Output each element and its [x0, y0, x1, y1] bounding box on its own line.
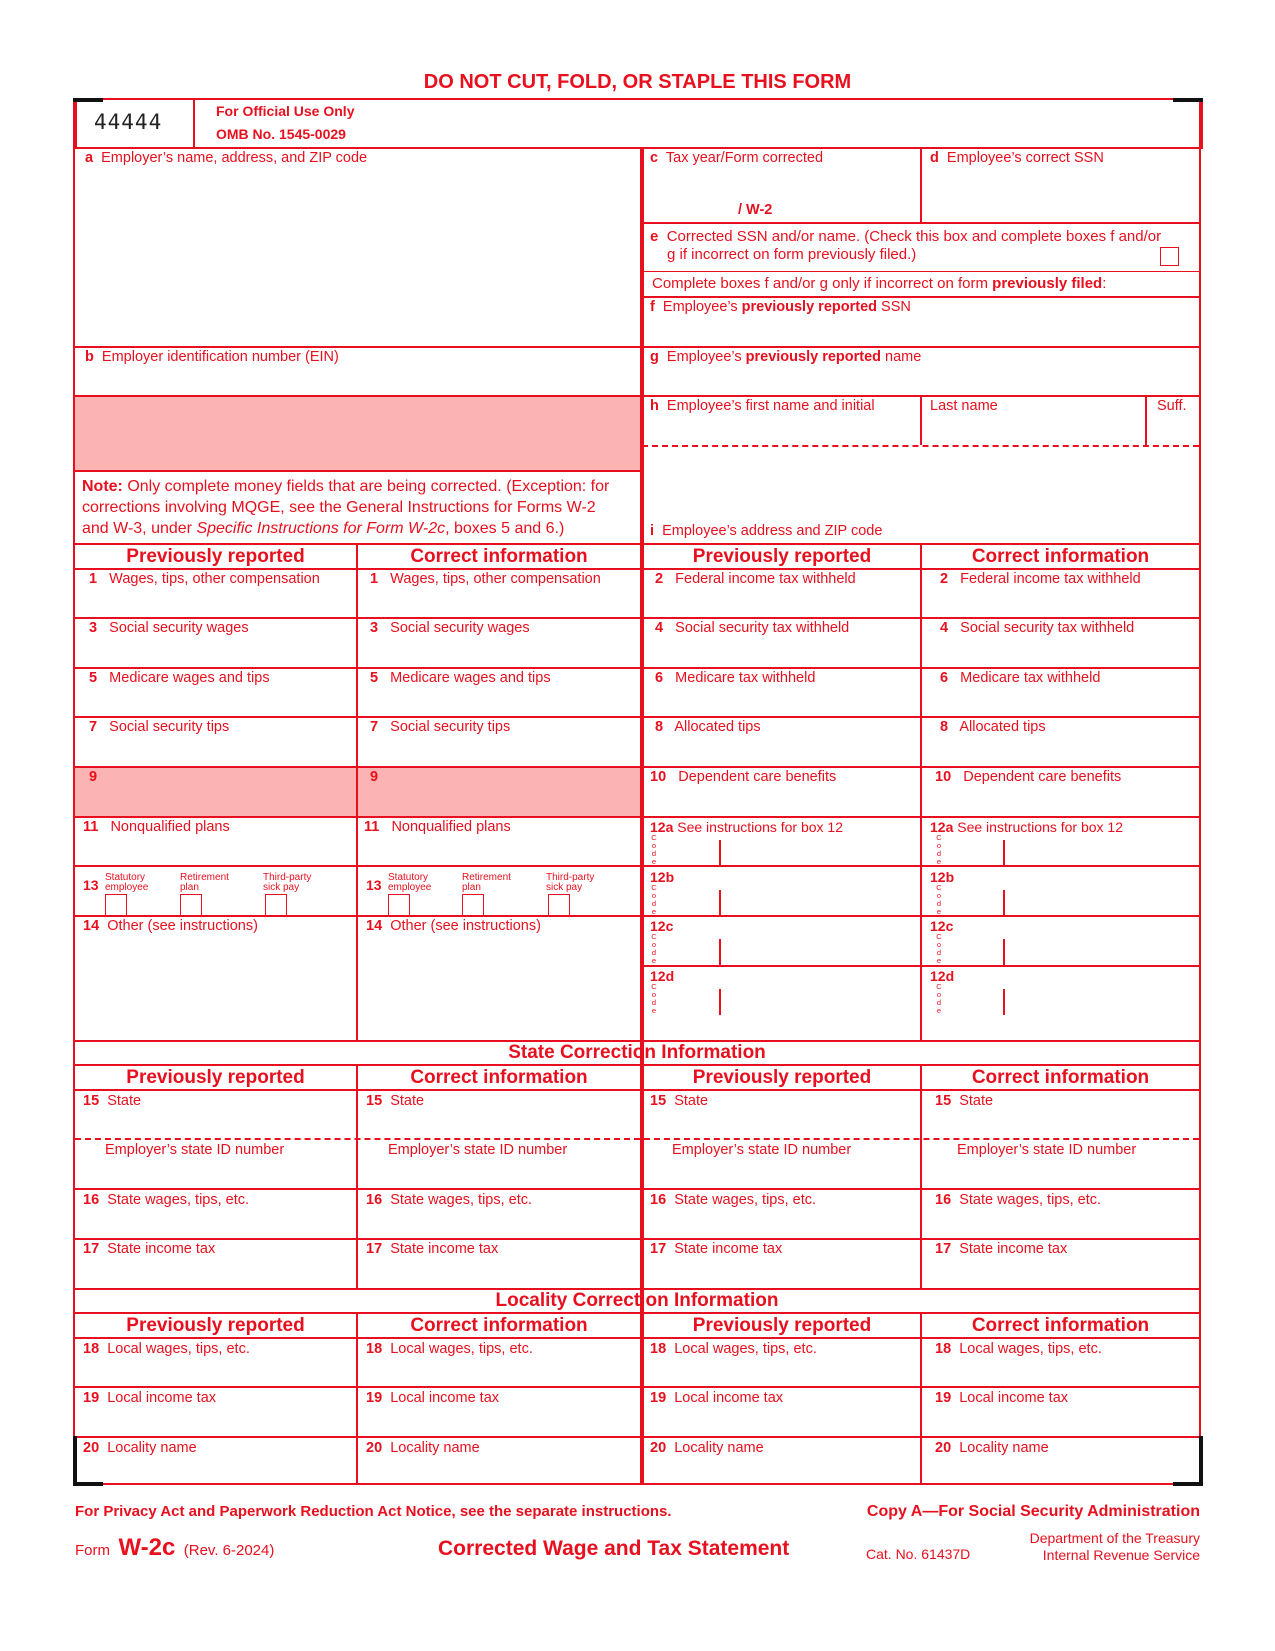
locality-row-18-field-prev-1[interactable] — [79, 1360, 347, 1386]
box-12-code-separator — [1003, 840, 1005, 866]
box-3-correct-field[interactable] — [361, 640, 635, 665]
state-row-15-field-correct-2[interactable] — [931, 1112, 1199, 1138]
box-2-prev-field[interactable] — [646, 590, 916, 615]
box-4-prev-field[interactable] — [646, 640, 916, 665]
box-11-prev-field[interactable] — [78, 838, 352, 863]
state-row-state-id-label-prev-2: Employer’s state ID number — [672, 1142, 852, 1158]
locality-row-18-label-correct-2: 18 Local wages, tips, etc. — [935, 1341, 1102, 1357]
state-row-16-label-prev-1: 16 State wages, tips, etc. — [83, 1192, 250, 1208]
box-12c-amount-field-correct[interactable] — [1009, 939, 1194, 963]
box-12c-prev-label: 12c — [650, 918, 674, 934]
first-name-field[interactable] — [648, 416, 916, 443]
state-row-17-label-correct-1: 17 State income tax — [366, 1241, 499, 1257]
state-row-state-id-label-correct-1: Employer’s state ID number — [388, 1142, 568, 1158]
box-12b-correct-label: 12b — [930, 869, 955, 885]
box-g-label: g Employee’s previously reported name — [650, 349, 922, 365]
locality-header-prev-2: Previously reported — [692, 1315, 872, 1336]
cat-number: Cat. No. 61437D — [866, 1546, 971, 1562]
locality-row-18-field-prev-2[interactable] — [646, 1360, 914, 1386]
locality-row-20-label-correct-2: 20 Locality name — [935, 1440, 1049, 1456]
prev-ssn-field[interactable] — [648, 317, 1196, 344]
box-8-prev-label: 8 Allocated tips — [655, 719, 761, 735]
box-12b-prev-label: 12b — [650, 869, 675, 885]
box-12a-prev-label: 12a See instructions for box 12 — [650, 819, 844, 835]
box-8-prev-field[interactable] — [646, 739, 916, 764]
locality-section-title: Locality Correction Information — [495, 1290, 779, 1311]
box-12-code-separator — [719, 840, 721, 866]
box-12a-code-field-prev[interactable] — [662, 840, 715, 864]
box-12b-code-label-correct: C o d e — [936, 883, 942, 916]
state-row-16-label-correct-1: 16 State wages, tips, etc. — [366, 1192, 533, 1208]
state-header-prev-1: Previously reported — [126, 1067, 305, 1088]
tax-year-field[interactable] — [648, 168, 913, 220]
box-8-correct-field[interactable] — [925, 739, 1195, 764]
col-header-correct-2: Correct information — [971, 546, 1150, 567]
retirement-plan-correct-checkbox[interactable] — [462, 894, 484, 916]
state-header-correct-2: Correct information — [971, 1067, 1150, 1088]
locality-row-19-label-correct-2: 19 Local income tax — [935, 1390, 1069, 1406]
box-14-correct-field[interactable] — [361, 937, 635, 1037]
statutory-correct-label: Statutory employee — [388, 872, 432, 893]
privacy-notice: For Privacy Act and Paperwork Reduction Act Notice, see the separate instructions. — [75, 1503, 672, 1520]
box-12d-prev-label: 12d — [650, 968, 675, 984]
box-12d-code-field-correct[interactable] — [947, 989, 999, 1013]
box-7-prev-label: 7 Social security tips — [89, 719, 230, 735]
last-name-field[interactable] — [925, 416, 1140, 443]
form-code: 44444 — [94, 110, 163, 134]
box-9-prev-label: 9 — [89, 769, 98, 785]
omb-number: OMB No. 1545-0029 — [216, 126, 346, 142]
box-12a-amount-field-correct[interactable] — [1009, 840, 1194, 864]
locality-row-20-field-correct-1[interactable] — [362, 1459, 630, 1483]
department-label: Department of the Treasury Internal Revenue Service — [1029, 1530, 1200, 1563]
state-row-17-label-prev-1: 17 State income tax — [83, 1241, 216, 1257]
box-6-prev-label: 6 Medicare tax withheld — [655, 670, 816, 686]
state-row-state-id-label-prev-1: Employer’s state ID number — [105, 1142, 285, 1158]
box-12-code-separator — [1003, 890, 1005, 916]
box-9-shade-prev — [75, 768, 356, 816]
box-a-label: a Employer’s name, address, and ZIP code — [85, 150, 368, 166]
box-b-label: b Employer identification number (EIN) — [85, 349, 339, 365]
box-12b-code-label-prev: C o d e — [651, 883, 657, 916]
locality-row-19-label-correct-1: 19 Local income tax — [366, 1390, 500, 1406]
locality-row-20-label-prev-1: 20 Locality name — [83, 1440, 197, 1456]
thirdparty-sickpay-correct-checkbox[interactable] — [548, 894, 570, 916]
thirdparty-sickpay-prev-checkbox[interactable] — [265, 894, 287, 916]
box-12-code-separator — [1003, 939, 1005, 965]
state-row-15-field-correct-1[interactable] — [362, 1112, 630, 1138]
locality-row-19-field-correct-1[interactable] — [362, 1409, 630, 1435]
box-6-correct-label: 6 Medicare tax withheld — [940, 670, 1101, 686]
box-h-first-label: h Employee’s first name and initial — [650, 398, 875, 414]
shaded-area — [75, 397, 640, 470]
box-e-label: e Corrected SSN and/or name. (Check this box and complete boxes f and/or — [650, 228, 1162, 245]
box-11-correct-field[interactable] — [361, 838, 635, 863]
box-5-prev-label: 5 Medicare wages and tips — [89, 670, 270, 686]
locality-row-20-field-prev-2[interactable] — [646, 1459, 914, 1483]
col-header-correct-1: Correct information — [410, 546, 588, 567]
state-header-prev-2: Previously reported — [692, 1067, 872, 1088]
locality-row-19-label-prev-1: 19 Local income tax — [83, 1390, 217, 1406]
box-3-prev-field[interactable] — [78, 640, 352, 665]
box-14-correct-label: 14 Other (see instructions) — [366, 918, 541, 934]
box-12a-correct-label: 12a See instructions for box 12 — [930, 819, 1124, 835]
box-2-correct-label: 2 Federal income tax withheld — [940, 571, 1141, 587]
box-13-correct-num: 13 — [366, 877, 382, 893]
locality-row-19-field-prev-2[interactable] — [646, 1409, 914, 1435]
box-9-shade-correct — [358, 768, 640, 816]
box-12-code-separator — [719, 939, 721, 965]
box-2-correct-field[interactable] — [925, 590, 1195, 615]
box-12b-code-field-prev[interactable] — [662, 890, 715, 914]
box-12d-correct-label: 12d — [930, 968, 955, 984]
box-7-prev-field[interactable] — [78, 739, 352, 764]
box-7-correct-label: 7 Social security tips — [370, 719, 511, 735]
thirdparty-prev-label: Third-party sick pay — [263, 872, 312, 893]
box-12a-code-label-correct: C o d e — [936, 833, 942, 866]
box-2-prev-label: 2 Federal income tax withheld — [655, 571, 856, 587]
box-1-prev-label: 1 Wages, tips, other compensation — [89, 571, 320, 587]
box-12c-code-label-prev: C o d e — [651, 932, 657, 965]
box-12b-code-field-correct[interactable] — [947, 890, 999, 914]
note-text: Note: Only complete money fields that are being corrected. (Exception: for corrections involving MQGE, see the General Instructions for Forms W-2 and W-3, under Specific Instructions for Form W-2c, boxes 5 and 6.) — [82, 478, 610, 537]
locality-row-18-label-correct-1: 18 Local wages, tips, etc. — [366, 1341, 533, 1357]
state-row-state-id-field-correct-1[interactable] — [362, 1161, 630, 1187]
box-14-prev-label: 14 Other (see instructions) — [83, 918, 258, 934]
box-1-prev-field[interactable] — [78, 590, 352, 615]
form-title: Corrected Wage and Tax Statement — [438, 1537, 790, 1560]
box-1-correct-field[interactable] — [361, 590, 635, 615]
box-12-code-separator — [719, 989, 721, 1015]
locality-row-18-label-prev-1: 18 Local wages, tips, etc. — [83, 1341, 250, 1357]
box-12-code-separator — [1003, 989, 1005, 1015]
box-d-label: d Employee’s correct SSN — [930, 150, 1104, 166]
box-12c-code-field-correct[interactable] — [947, 939, 999, 963]
state-row-17-field-correct-1[interactable] — [362, 1260, 630, 1286]
locality-row-18-label-prev-2: 18 Local wages, tips, etc. — [650, 1341, 817, 1357]
box-11-prev-label: 11 Nonqualified plans — [83, 819, 230, 835]
box-10-correct-field[interactable] — [925, 789, 1195, 814]
fg-note: Complete boxes f and/or g only if incorrect on form previously filed: — [652, 275, 1107, 292]
box-11-correct-label: 11 Nonqualified plans — [364, 819, 511, 835]
locality-row-20-label-prev-2: 20 Locality name — [650, 1440, 764, 1456]
prev-name-field[interactable] — [648, 367, 1196, 394]
box-3-prev-label: 3 Social security wages — [89, 620, 249, 636]
box-7-correct-field[interactable] — [361, 739, 635, 764]
state-row-17-field-prev-2[interactable] — [646, 1260, 914, 1286]
state-row-16-label-correct-2: 16 State wages, tips, etc. — [935, 1192, 1102, 1208]
locality-header-prev-1: Previously reported — [126, 1315, 305, 1336]
col-header-prev-1: Previously reported — [126, 546, 305, 567]
locality-row-20-label-correct-1: 20 Locality name — [366, 1440, 480, 1456]
locality-row-18-field-correct-2[interactable] — [931, 1360, 1199, 1386]
state-header-correct-1: Correct information — [410, 1067, 588, 1088]
box-14-prev-field[interactable] — [78, 937, 352, 1037]
box-12c-code-field-prev[interactable] — [662, 939, 715, 963]
box-3-correct-label: 3 Social security wages — [370, 620, 530, 636]
box-10-correct-label: 10 Dependent care benefits — [935, 769, 1122, 785]
box-6-prev-field[interactable] — [646, 689, 916, 714]
retirement-prev-label: Retirement plan — [180, 872, 229, 893]
locality-row-19-field-prev-1[interactable] — [79, 1409, 347, 1435]
state-row-16-field-correct-1[interactable] — [362, 1211, 630, 1237]
locality-row-19-field-correct-2[interactable] — [931, 1409, 1199, 1435]
box-6-correct-field[interactable] — [925, 689, 1195, 714]
box-c-suffix: / W-2 — [738, 202, 773, 218]
state-row-state-id-field-prev-2[interactable] — [646, 1161, 914, 1187]
locality-row-18-field-correct-1[interactable] — [362, 1360, 630, 1386]
box-12d-amount-field-correct[interactable] — [1009, 989, 1194, 1013]
corrected-ssn-name-checkbox[interactable] — [1160, 247, 1179, 266]
suffix-field[interactable] — [1150, 416, 1195, 443]
box-4-prev-label: 4 Social security tax withheld — [655, 620, 850, 636]
box-12d-code-label-prev: C o d e — [651, 982, 657, 1015]
top-warning: DO NOT CUT, FOLD, OR STAPLE THIS FORM — [423, 71, 852, 93]
box-10-prev-field[interactable] — [646, 789, 916, 814]
box-h-suff-label: Suff. — [1157, 398, 1187, 414]
box-c-label: c Tax year/Form corrected — [650, 150, 824, 166]
state-row-state-id-label-correct-2: Employer’s state ID number — [957, 1142, 1137, 1158]
state-section-title: State Correction Information — [508, 1042, 766, 1063]
state-row-15-label-prev-1: 15 State — [83, 1093, 142, 1109]
box-8-correct-label: 8 Allocated tips — [940, 719, 1046, 735]
box-12a-code-field-correct[interactable] — [947, 840, 999, 864]
statutory-prev-label: Statutory employee — [105, 872, 149, 893]
box-13-prev-num: 13 — [83, 877, 99, 893]
state-row-15-label-prev-2: 15 State — [650, 1093, 709, 1109]
state-row-15-label-correct-1: 15 State — [366, 1093, 425, 1109]
box-12c-amount-field-prev[interactable] — [725, 939, 910, 963]
state-row-17-label-prev-2: 17 State income tax — [650, 1241, 783, 1257]
state-row-16-field-prev-1[interactable] — [79, 1211, 347, 1237]
box-e-label-2: g if incorrect on form previously filed.) — [667, 246, 917, 263]
form-identifier: Form W-2c (Rev. 6-2024) — [75, 1534, 275, 1561]
employee-address-field[interactable] — [648, 450, 1196, 520]
copy-a-label: Copy A—For Social Security Administration — [866, 1503, 1200, 1520]
box-12c-code-label-correct: C o d e — [936, 932, 942, 965]
box-5-correct-label: 5 Medicare wages and tips — [370, 670, 551, 686]
state-row-15-label-correct-2: 15 State — [935, 1093, 994, 1109]
box-4-correct-field[interactable] — [925, 640, 1195, 665]
box-i-label: i Employee’s address and ZIP code — [650, 523, 883, 539]
locality-header-correct-2: Correct information — [971, 1315, 1150, 1336]
locality-header-correct-1: Correct information — [410, 1315, 588, 1336]
retirement-correct-label: Retirement plan — [462, 872, 511, 893]
box-10-prev-label: 10 Dependent care benefits — [650, 769, 837, 785]
box-12d-code-field-prev[interactable] — [662, 989, 715, 1013]
box-12b-amount-field-prev[interactable] — [725, 890, 910, 914]
box-12a-code-label-prev: C o d e — [651, 833, 657, 866]
box-12d-amount-field-prev[interactable] — [725, 989, 910, 1013]
box-9-correct-label: 9 — [370, 769, 379, 785]
box-5-prev-field[interactable] — [78, 689, 352, 714]
retirement-plan-prev-checkbox[interactable] — [180, 894, 202, 916]
state-row-17-label-correct-2: 17 State income tax — [935, 1241, 1068, 1257]
state-row-16-label-prev-2: 16 State wages, tips, etc. — [650, 1192, 817, 1208]
state-row-state-id-field-prev-1[interactable] — [79, 1161, 347, 1187]
box-h-last-label: Last name — [930, 398, 998, 414]
locality-row-19-label-prev-2: 19 Local income tax — [650, 1390, 784, 1406]
state-row-15-field-prev-1[interactable] — [79, 1112, 347, 1138]
locality-row-20-field-prev-1[interactable] — [79, 1459, 347, 1483]
correct-ssn-field[interactable] — [925, 168, 1195, 220]
employer-name-field[interactable] — [77, 168, 637, 346]
state-row-15-field-prev-2[interactable] — [646, 1112, 914, 1138]
box-12-code-separator — [719, 890, 721, 916]
official-use-label: For Official Use Only — [216, 103, 355, 119]
box-1-correct-label: 1 Wages, tips, other compensation — [370, 571, 601, 587]
state-row-17-field-correct-2[interactable] — [931, 1260, 1199, 1286]
col-header-prev-2: Previously reported — [692, 546, 872, 567]
state-row-16-field-correct-2[interactable] — [931, 1211, 1199, 1237]
state-row-state-id-field-correct-2[interactable] — [931, 1161, 1199, 1187]
box-f-label: f Employee’s previously reported SSN — [650, 299, 911, 315]
box-12b-amount-field-correct[interactable] — [1009, 890, 1194, 914]
state-row-17-field-prev-1[interactable] — [79, 1260, 347, 1286]
ein-field[interactable] — [77, 367, 637, 395]
statutory-employee-correct-checkbox[interactable] — [388, 894, 410, 916]
locality-row-20-field-correct-2[interactable] — [931, 1459, 1199, 1483]
box-12a-amount-field-prev[interactable] — [725, 840, 910, 864]
state-row-16-field-prev-2[interactable] — [646, 1211, 914, 1237]
box-4-correct-label: 4 Social security tax withheld — [940, 620, 1135, 636]
box-5-correct-field[interactable] — [361, 689, 635, 714]
box-12d-code-label-correct: C o d e — [936, 982, 942, 1015]
thirdparty-correct-label: Third-party sick pay — [546, 872, 595, 893]
box-12c-correct-label: 12c — [930, 918, 954, 934]
statutory-employee-prev-checkbox[interactable] — [105, 894, 127, 916]
